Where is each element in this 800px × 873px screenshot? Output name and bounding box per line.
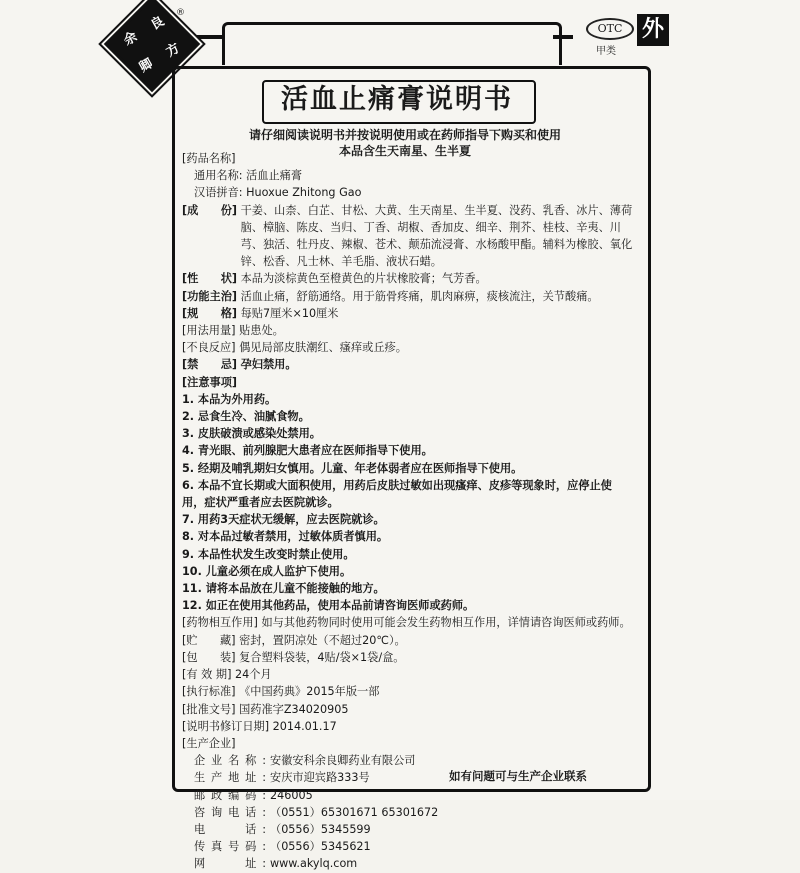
manufacturer-field [182,787,634,804]
field-value: 安庆市迎宾路333号 [270,771,370,785]
section-label: [ 药品名称 ] [182,150,236,167]
note-item: 10. 儿童必须在成人监护下使用。 [182,564,352,578]
registered-mark: ® [176,8,185,18]
notes-heading [182,374,634,391]
common-name: 活血止痛膏 [246,169,303,183]
section-text: 活血止痛，舒筋通络。用于筋骨疼痛，肌肉麻痹，痰核流注，关节酸痛。 [240,289,599,303]
section-label: [ 包 装 ] [182,649,236,666]
logo-char: 卿 [136,56,156,76]
external-use-badge: 外 [637,14,669,46]
section-label: [ 规 格 ] [182,305,237,322]
notes-list [182,391,634,615]
section-label: [ 生产企业 ] [182,735,236,752]
pinyin-name: Huoxue Zhitong Gao [246,186,362,200]
section-text: 24个月 [235,668,272,682]
note-item: 8. 对本品过敏者禁用，过敏体质者慎用。 [182,530,389,544]
detail-package [182,649,634,666]
top-band [222,22,562,65]
section-label: [ 成 份 ] [182,202,237,219]
page-title: 活血止痛膏说明书 [281,84,513,115]
note-item: 11. 请将本品放在儿童不能接触的地方。 [182,582,385,596]
detail-revision [182,718,634,735]
otc-class: 甲类 [596,46,616,57]
field-label: 企业名称: [194,754,266,768]
note-item: 5. 经期及哺乳期妇女慎用。儿童、年老体弱者应在医师指导下使用。 [182,461,523,475]
note-item: 1. 本品为外用药。 [182,392,277,406]
note-item: 12. 如正在使用其他药品，使用本品前请咨询医师或药师。 [182,599,475,613]
section-specification [182,305,634,322]
section-ingredients [182,202,634,271]
section-label: [ 注意事项 ] [182,374,237,391]
section-text: 《中国药典》2015年版一部 [239,685,380,699]
field-label: 邮政编码: [194,788,266,802]
section-text: 密封，置阴凉处（不超过20℃）。 [239,633,406,647]
section-text: 干姜、山柰、白芷、甘松、大黄、生天南星、生半夏、没药、乳香、冰片、薄荷脑、樟脑、陈皮、当归、丁香、胡椒、香加皮、细辛、荆芥、桂枝、辛夷、川芎、独活、牡丹皮、辣椒、苍术、颠茄流浸膏、水杨酸甲酯。辅料为橡胶、氧化锌、松香、凡士林、羊毛脂、液状石蜡。 [240,203,633,269]
section-text: 贴患处。 [239,324,284,338]
top-band-right [553,35,573,39]
field-label: 生产地址: [194,771,266,785]
section-label: [ 禁 忌 ] [182,356,237,373]
otc-badge: OTC [586,18,634,40]
section-text: 国药准字Z34020905 [239,702,349,716]
field-value: 246005 [270,788,313,802]
section-text: 复合塑料袋装，4贴/袋×1袋/盒。 [239,650,405,664]
field-label: 汉语拼音: [194,186,243,200]
section-adverse [182,339,634,356]
detail-storage [182,632,634,649]
section-text: 偶见局部皮肤潮红、瘙痒或丘疹。 [239,341,407,355]
section-text: 每贴7厘米×10厘米 [240,306,339,320]
section-appearance [182,270,634,287]
detail-approval [182,701,634,718]
section-contraindications [182,356,634,373]
manufacturer-field [182,804,634,821]
contact-note: 如有问题可与生产企业联系 [449,769,587,783]
logo-char: 良 [148,13,168,34]
field-value: 安徽安科余良卿药业有限公司 [270,754,416,768]
instruction-body [182,150,634,873]
field-value: （0551）65301671 65301672 [270,805,439,819]
field-label: 咨询电话: [194,805,266,819]
section-text: 2014.01.17 [272,719,337,733]
field-label: 通用名称: [194,169,243,183]
note-item: 6. 本品不宜长期或大面积使用，用药后皮肤过敏如出现瘙痒、皮疹等现象时，应停止使用，症状严重者应去医院就诊。 [182,478,612,510]
note-item: 9. 本品性状发生改变时禁止使用。 [182,547,355,561]
logo-char: 余 [121,29,141,49]
section-indications [182,288,634,305]
section-label: [ 药物相互作用 ] [182,614,258,631]
note-item: 7. 用药3天症状无缓解，应去医院就诊。 [182,513,385,527]
drug-name-heading [182,150,634,167]
section-label: [ 执行标准 ] [182,683,236,700]
section-label: [ 功能主治 ] [182,288,237,305]
section-interaction [182,614,634,631]
note-item: 2. 忌食生冷、油腻食物。 [182,410,310,424]
field-label: 电 话: [194,822,266,836]
common-name-row [182,167,634,184]
manufacturer-field [182,855,634,872]
field-label: 传真号码: [194,840,266,854]
detail-expiry [182,666,634,683]
section-text: 本品为淡棕黄色至橙黄色的片状橡胶膏；气芳香。 [240,272,487,286]
field-value: （0556）5345621 [270,840,371,854]
section-text: 如与其他药物同时使用可能会发生药物相互作用，详情请咨询医师或药师。 [261,616,631,630]
section-label: [ 有 效 期 ] [182,666,231,683]
pinyin-row [182,184,634,201]
detail-standard [182,683,634,700]
section-label: [ 批准文号 ] [182,701,236,718]
section-label: [ 说明书修订日期 ] [182,718,269,735]
website: www.akylq.com [270,857,358,871]
note-item: 4. 青光眼、前列腺肥大患者应在医师指导下使用。 [182,444,433,458]
section-label: [ 贮 藏 ] [182,632,236,649]
note-item: 3. 皮肤破溃或感染处禁用。 [182,427,321,441]
manufacturer-field [182,838,634,855]
field-label: 网 址: [194,857,266,871]
section-label: [ 性 状 ] [182,270,237,287]
manufacturer-field [182,752,634,769]
manufacturer-heading [182,735,634,752]
section-label: [ 用法用量 ] [182,322,236,339]
section-text: 孕妇禁用。 [240,358,297,372]
section-label: [ 不良反应 ] [182,339,236,356]
usage-warning: 请仔细阅读说明书并按说明使用或在药师指导下购买和使用 [248,128,561,142]
section-dosage [182,322,634,339]
logo-char: 方 [163,40,183,61]
manufacturer-field [182,821,634,838]
ingredient-warning: 本品含生天南星、生半夏 [338,144,471,158]
field-value: （0556）5345599 [270,822,371,836]
